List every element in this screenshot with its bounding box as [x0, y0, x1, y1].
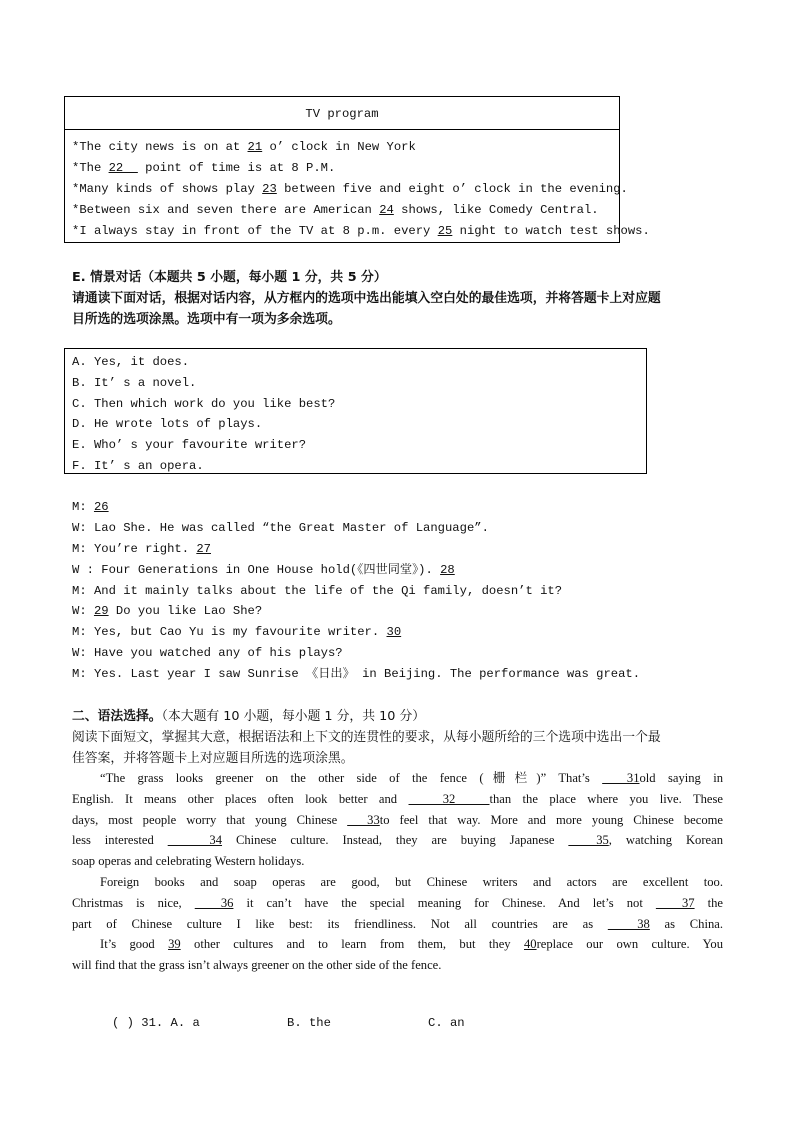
answer-blank: 21 — [247, 140, 263, 154]
line-text: Do you like Lao She? — [108, 604, 263, 619]
line-text: , watching Korean — [608, 833, 724, 848]
dialogue-line — [72, 601, 640, 622]
section-e-instructions-2: 目所选的选项涂黑。选项中有一项为多余选项。 — [72, 312, 341, 327]
option-item: F. It’ s an opera. — [72, 458, 204, 473]
line-text: M: You’re right. — [72, 541, 197, 556]
line-text: point of time is at 8 P.M. — [137, 161, 336, 175]
passage-line — [72, 872, 723, 893]
section-e-instructions-1: 请通读下面对话，根据对话内容，从方框内的选项中选出能填入空白处的最佳选项，并将答题卡上对应题 — [72, 291, 661, 306]
options-box — [64, 348, 647, 474]
answer-blank: 40 — [523, 937, 537, 952]
line-text: W : Four Generations in One House hold(《四世同堂》). — [72, 562, 441, 577]
option-item: E. Who’ s your favourite writer? — [72, 438, 307, 453]
passage-line — [72, 830, 723, 851]
passage-line — [72, 810, 723, 831]
dialogue — [72, 497, 640, 685]
line-text: the — [694, 895, 723, 910]
dialogue-line — [72, 664, 640, 685]
passage-line — [72, 768, 723, 789]
line-text: other cultures and to learn from them, but they — [180, 937, 524, 952]
line-text: it can’t have the special meaning for Chinese. And let’s not — [233, 895, 656, 910]
tv-program-lines — [72, 137, 650, 242]
line-text: M: And it mainly talks about the life of the Qi family, doesn’t it? — [72, 583, 563, 598]
answer-blank: 33 — [347, 812, 380, 827]
section-2-instructions-2: 佳答案，并将答题卡上对应题目所选的选项涂黑。 — [72, 751, 354, 766]
section-2-heading-rest: （本大题有 10 小题，每小题 1 分，共 10 分） — [161, 709, 426, 724]
line-text: English. It means other places often look better and — [72, 791, 409, 806]
dialogue-line — [72, 643, 640, 664]
line-text: M: Yes, but Cao Yu is my favourite writer. — [72, 625, 387, 640]
answer-blank: 36 — [194, 895, 234, 910]
dialogue-line — [72, 560, 640, 581]
answer-blank: 39 — [168, 937, 181, 952]
tv-program-title: TV program — [305, 107, 379, 121]
option-item: C. Then which work do you like best? — [72, 396, 336, 411]
line-text: It’s good — [100, 937, 169, 952]
line-text: *Many kinds of shows play — [72, 182, 263, 196]
dialogue-line — [72, 539, 640, 560]
answer-blank: 37 — [655, 895, 695, 910]
dialogue-line — [72, 497, 640, 518]
line-text: W: — [72, 604, 94, 619]
line-text: less interested — [72, 833, 168, 848]
line-text: as China. — [649, 916, 723, 931]
line-text: replace our own culture. You — [536, 937, 724, 952]
line-text: *Between six and seven there are American — [72, 203, 380, 217]
answer-blank: 27 — [196, 541, 211, 556]
passage-line — [72, 789, 723, 810]
dialogue-line — [72, 581, 640, 602]
question-31-stem: ( ) 31. A. a — [112, 1016, 200, 1030]
line-text: “The grass looks greener on the other side of the fence (栅栏)” That’s — [100, 771, 603, 785]
section-2-instructions-1: 阅读下面短文，掌握其大意，根据语法和上下文的连贯性的要求，从每小题所给的三个选项中选出一个最 — [72, 730, 661, 745]
question-31-option-c: C. an — [428, 1016, 465, 1030]
section-2-heading — [72, 705, 425, 724]
tv-program-line — [72, 221, 650, 242]
line-text: M: — [72, 500, 94, 514]
line-text: night to watch test shows. — [452, 224, 650, 238]
passage-line — [72, 851, 723, 872]
answer-blank: 31 — [602, 771, 640, 785]
line-text: W: Lao She. He was called “the Great Master of Language”. — [72, 520, 489, 535]
line-text: Chinese culture. Instead, they are buying Japanese — [222, 833, 569, 848]
line-text: will find that the grass isn’t always greener on the other side of the fence. — [72, 958, 442, 973]
line-text: *The — [72, 161, 109, 175]
section-e-heading: E. 情景对话（本题共 5 小题，每小题 1 分，共 5 分） — [72, 270, 387, 285]
tv-program-line — [72, 179, 650, 200]
answer-blank: 26 — [93, 500, 109, 514]
answer-blank: 35 — [568, 833, 609, 848]
passage — [72, 768, 723, 976]
line-text: days, most people worry that young Chinese — [72, 812, 348, 827]
line-text: M: Yes. Last year I saw Sunrise 《日出》 in Beijing. The performance was great. — [72, 667, 641, 682]
dialogue-line — [72, 518, 640, 539]
tv-program-divider — [65, 129, 619, 130]
option-item: B. It’ s a novel. — [72, 375, 197, 390]
line-text: soap operas and celebrating Western holidays. — [72, 854, 305, 869]
answer-blank: 34 — [167, 833, 223, 848]
dialogue-line — [72, 622, 640, 643]
passage-line — [72, 914, 723, 935]
line-text: to feel that way. More and more young Chinese become — [379, 812, 723, 827]
tv-program-line — [72, 137, 650, 158]
question-31-option-b: B. the — [287, 1016, 331, 1030]
tv-program-line — [72, 158, 650, 179]
line-text: shows, like Comedy Central. — [393, 203, 599, 217]
answer-blank: 29 — [93, 604, 109, 619]
answer-blank: 38 — [607, 916, 650, 931]
line-text: than the place where you live. These — [489, 791, 724, 806]
line-text: o’ clock in New York — [262, 140, 416, 154]
tv-program-line — [72, 200, 650, 221]
line-text: old saying in — [639, 771, 723, 785]
tv-program-box — [64, 96, 650, 243]
answer-blank: 23 — [262, 182, 277, 196]
answer-blank: 32 — [408, 791, 490, 806]
options-list — [72, 352, 335, 477]
answer-blank: 22 — [108, 161, 138, 175]
line-text: part of Chinese culture I like best: its friendliness. Not all countries are as — [72, 916, 608, 931]
line-text: *I always stay in front of the TV at 8 p.m. every — [72, 224, 438, 238]
line-text: Foreign books and soap operas are good, but Chinese writers and actors are excellent too. — [100, 874, 723, 889]
option-item: A. Yes, it does. — [72, 355, 190, 369]
line-text: *The city news is on at — [72, 140, 248, 154]
line-text: W: Have you watched any of his plays? — [72, 646, 343, 661]
section-2-heading-bold: 二、语法选择。 — [72, 709, 162, 724]
option-item: D. He wrote lots of plays. — [72, 417, 263, 432]
passage-line — [72, 893, 723, 914]
passage-line — [72, 955, 723, 976]
line-text: between five and eight o’ clock in the evening. — [276, 182, 628, 196]
answer-blank: 24 — [379, 203, 394, 217]
answer-blank: 25 — [437, 224, 453, 238]
answer-blank: 30 — [386, 625, 402, 640]
answer-blank: 28 — [440, 562, 455, 577]
line-text: Christmas is nice, — [72, 895, 195, 910]
passage-line — [72, 934, 723, 955]
